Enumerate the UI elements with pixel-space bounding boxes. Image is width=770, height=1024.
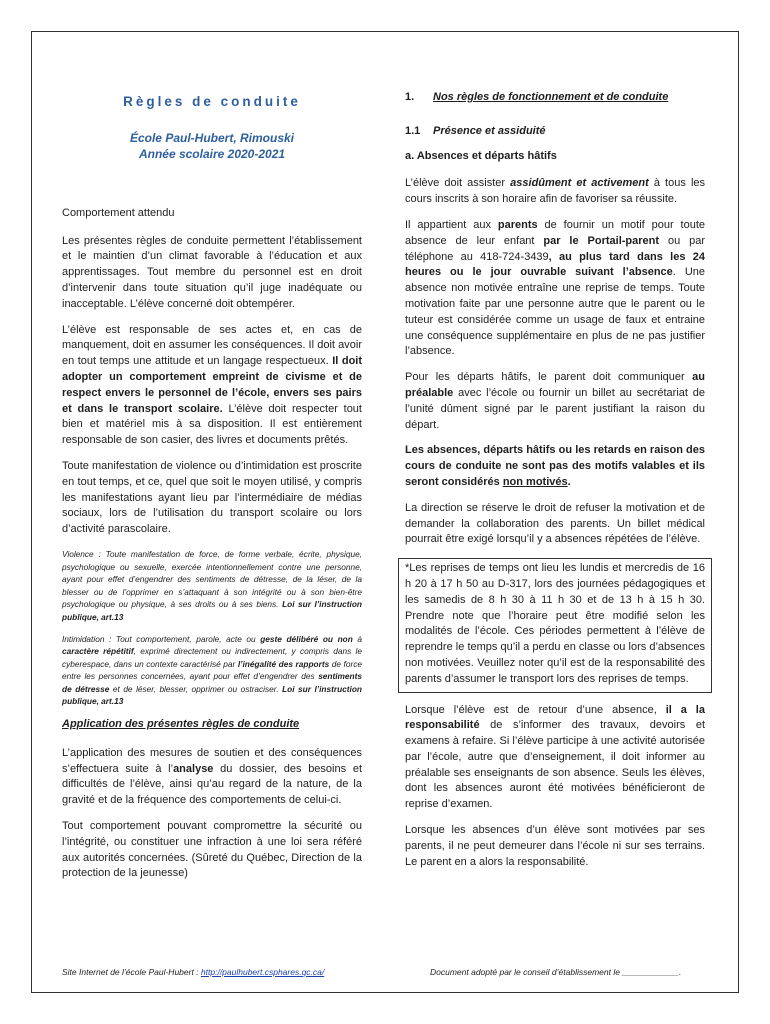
text: à (357, 633, 362, 644)
text: L’élève doit assister (405, 177, 511, 190)
paragraph-authorities: Tout comportement pouvant compromettre la sécurité ou l’intégrité, ou constituer une infraction à une loi sera référé aux autorités concernées. (Sûreté du Québec, Direction de la protection de la jeunesse) (62, 820, 362, 880)
bold-text: Loi sur l’instruction publique, art.13 (62, 599, 362, 622)
paragraph-motivated-absence: Lorsque les absences d’un élève sont motivées par ses parents, il ne peut demeurer dans l’école ni sur ses terrains. Le parent en a alors la responsabilité. (405, 824, 705, 868)
violence-definition (62, 548, 362, 624)
section-number: 1.1 (405, 124, 421, 137)
section-heading-1-1 (405, 124, 705, 140)
text: Lorsque l’élève est de retour d’une absence, (405, 703, 666, 716)
time-recovery-box: *Les reprises de temps ont lieu les lundis et mercredis de 16 h 20 à 17 h 50 au D-317, lors des journées pédagogiques et les samedis de 8 h 30 à 11 h 30 et de 13 h à 15 h 30. Prendre note que l’horaire peut être modifié selon les modalités de l’école. Ces périodes permettent à l’élève de reprendre le temps qu’il a perdu en classe ou lors d’absences non motivées. Veuillez noter qu’il est de la responsabilité des parents d’assumer le transport lors des reprises de temps. (398, 558, 712, 692)
text: avec l’école ou fournir un billet au secrétariat de l’unité dûment signé par le parent justifiant la raison du départ. (405, 386, 705, 431)
text: de force entre les personnes concernées, ayant pour effet d’engendrer des (62, 658, 362, 682)
footer-site-label: Site Internet de l’école Paul-Hubert : (62, 967, 201, 977)
text: à tous les cours inscrits à son horaire afin de favoriser sa réussite. (405, 177, 706, 206)
school-website-link[interactable]: http://paulhubert.csphares.qc.ca/ (200, 967, 325, 977)
emphasis-text: assidûment et activement (510, 177, 649, 190)
paragraph-attendance (405, 176, 705, 208)
bold-text: sentiments de détresse (62, 671, 362, 694)
underlined-text: non motivés (502, 475, 568, 488)
bold-text: Loi sur l’instruction publique, art.13 (62, 683, 362, 707)
bold-text: analyse (173, 762, 214, 775)
bold-text: . (567, 475, 571, 488)
section-heading-1 (405, 90, 705, 106)
paragraph-rules-purpose: Les présentes règles de conduite permettent l’établissement et le maintien d’un climat favorable à l’éducation et aux apprentissages. Tout membre du personnel est en droit d’intervenir dans toute situation qu’il juge inadéquate ou inacceptable. L’élève concerné doit obtempérer. (62, 234, 362, 310)
section-title: Présence et assiduité (433, 124, 546, 137)
paragraph-violence-policy: Toute manifestation de violence ou d’intimidation est proscrite en tout temps, et ce, quel que soit le moyen utilisé, y compris les manifestations ayant lieu par l’intermédiaire de médias sociaux, lors de l’utilisation du transport scolaire ou lors d’activité parascolaire. (62, 459, 362, 536)
paragraph-early-departure (405, 370, 705, 433)
bold-text: , au plus tard dans les 24 heures ou le jour ouvrable suivant l’absence (405, 250, 705, 279)
section-number: 1. (405, 91, 415, 103)
section-title: Nos règles de fonctionnement et de conduite (433, 91, 669, 103)
text: ou par téléphone au 418-724-3439 (405, 234, 706, 263)
left-column (62, 92, 362, 892)
bold-text: parents (497, 218, 538, 231)
text: Il appartient aux (405, 218, 498, 231)
text: Intimidation : Tout comportement, parole, acte ou (62, 633, 256, 644)
text: du dossier, des besoins et difficultés de l’élève, ainsi qu’au regard de la nature, de la gravité et de la fréquence des comportements de celui-ci. (62, 762, 362, 807)
bold-text: caractère répétitif (62, 646, 134, 657)
footer-website (62, 967, 324, 977)
text: L’application des mesures de soutien et des conséquences s’effectuera suite à l’ (62, 746, 362, 775)
bold-text: par le Portail-parent (543, 234, 660, 247)
application-heading: Application des présentes règles de conduite (62, 718, 300, 731)
paragraph-student-responsibility (62, 323, 362, 449)
text: , exprimé directement ou indirectement, y compris dans le cyberespace, dans un contexte caractérisé par (62, 646, 363, 669)
text: Violence : Toute manifestation de force, de forme verbale, écrite, physique, psychologique ou sexuelle, exercée intentionnellement contre une personne, ayant pour effet d’engendrer des sentiments de détresse, de la léser, de la blesser ou de l’opprimer en s’attaquant à son intégrité ou à son bien-être psychologique ou physique, à ses droits ou à ses biens. (62, 548, 362, 610)
footer-adoption-note: Document adopté par le conseil d’établissement le ____________. (430, 967, 682, 977)
paragraph-driving-lessons (405, 443, 705, 490)
text: de s’informer des travaux, devoirs et examens à refaire. Si l’élève participe à une activité autorisée par l’école, autre que d’enseignement, il doit informer au préalable ses enseignants de son absence. Seuls les élèves, dont les absences auront été motivées bénéficieront de reprise d’examen. (405, 719, 705, 811)
bold-text: Il doit adopter un comportement empreint de civisme et de respect envers le personnel de l’école, envers ses pairs et dans le transport scolaire. (62, 355, 363, 415)
bold-text: il a la responsabilité (405, 703, 705, 732)
bold-text: geste délibéré ou non (260, 633, 353, 644)
intimidation-definition (62, 633, 362, 709)
subsection-heading-a: a. Absences et départs hâtifs (405, 149, 557, 162)
right-column (405, 90, 705, 880)
text: . Une absence non motivée entraîne une reprise de temps. Toute motivation faite par une personne autre que le parent ou le tuteur est considérée comme un usage de faux et entraine une conséquence supplémentaire en plus de ne pas justifier l’absence. (405, 266, 706, 358)
paragraph-return-from-absence (405, 703, 705, 814)
paragraph-parent-reason (405, 218, 705, 360)
bold-text: au préalable (405, 371, 705, 399)
school-year: Année scolaire 2020-2021 (138, 146, 286, 161)
school-name: École Paul-Hubert, Rimouski (129, 130, 295, 145)
page-title: Règles de conduite (123, 94, 301, 109)
text: Pour les départs hâtifs, le parent doit communiquer (405, 371, 693, 384)
paragraph-application (62, 746, 362, 809)
text: de fournir un motif pour toute absence de leur enfant (405, 218, 705, 247)
text: et de léser, blesser, opprimer ou ostraciser. (112, 683, 279, 694)
document-page (31, 31, 739, 993)
text: L’élève est responsable de ses actes et, en cas de manquement, doit en assumer les conséquences. Il doit avoir en tout temps une attitude et un langage respectueux. (62, 323, 362, 368)
bold-text: Les absences, départs hâtifs ou les retards en raison des cours de conduite ne sont pas des motifs valables et ils seront considérés (405, 444, 705, 488)
expected-behaviour-label: Comportement attendu (62, 206, 175, 219)
bold-text: l’inégalité des rapports (237, 658, 330, 669)
text: L’élève doit respecter tout bien et matériel mis à sa disposition. Il est entièrement responsable de son casier, des livres et documents prêtés. (62, 402, 362, 447)
paragraph-direction-rights: La direction se réserve le droit de refuser la motivation et de demander la collaboration des parents. Un billet médical pourrait être exigé lorsqu’il y a absences répétées de l’élève. (405, 501, 705, 546)
